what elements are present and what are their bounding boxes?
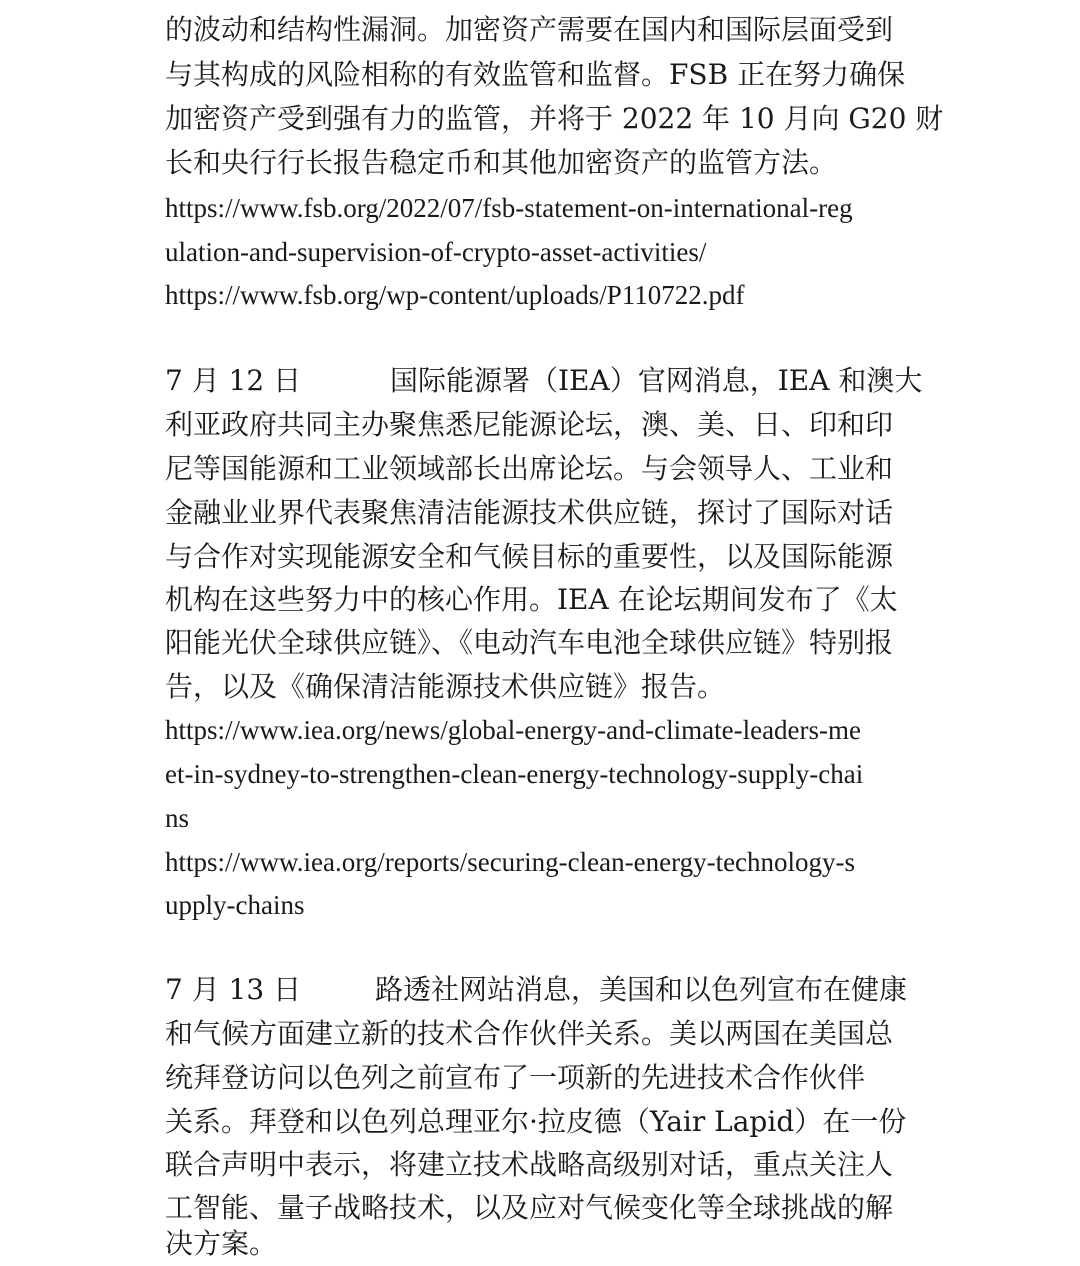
url-link[interactable]: ulation-and-supervision-of-crypto-asset-activities/ xyxy=(165,237,707,267)
paragraph-line: 的波动和结构性漏洞。加密资产需要在国内和国际层面受到 xyxy=(165,13,894,46)
paragraph-line: 长和央行行长报告稳定币和其他加密资产的监管方法。 xyxy=(165,146,838,179)
url-link[interactable]: https://www.fsb.org/wp-content/uploads/P110722.pdf xyxy=(165,280,745,310)
entry-first-line xyxy=(165,968,907,1012)
entry-first-line xyxy=(165,359,922,403)
url-link[interactable]: et-in-sydney-to-strengthen-clean-energy-technology-supply-chai xyxy=(165,759,864,789)
paragraph-line: 金融业业界代表聚焦清洁能源技术供应链，探讨了国际对话 xyxy=(165,496,894,529)
entry-date: 7 月 12 日 xyxy=(165,364,302,397)
url-link[interactable]: https://www.fsb.org/2022/07/fsb-statement-on-international-reg xyxy=(165,193,853,223)
paragraph-line: 尼等国能源和工业领域部长出席论坛。与会领导人、工业和 xyxy=(165,452,894,485)
paragraph-line: 机构在这些努力中的核心作用。IEA 在论坛期间发布了《太 xyxy=(165,583,898,616)
url-link[interactable]: https://www.iea.org/reports/securing-clean-energy-technology-s xyxy=(165,847,856,877)
paragraph-line: 关系。拜登和以色列总理亚尔·拉皮德（Yair Lapid）在一份 xyxy=(165,1105,907,1138)
url-link[interactable]: upply-chains xyxy=(165,890,305,920)
paragraph-line: 联合声明中表示，将建立技术战略高级别对话，重点关注人 xyxy=(165,1148,894,1181)
paragraph-line: 决方案。 xyxy=(165,1227,278,1260)
entry-text: 国际能源署（IEA）官网消息，IEA 和澳大 xyxy=(390,364,923,397)
entry-date: 7 月 13 日 xyxy=(165,973,302,1006)
entry-text: 路透社网站消息，美国和以色列宣布在健康 xyxy=(375,973,908,1006)
paragraph-line: 告，以及《确保清洁能源技术供应链》报告。 xyxy=(165,670,726,703)
paragraph-line: 加密资产受到强有力的监管，并将于 2022 年 10 月向 G20 财 xyxy=(165,102,944,135)
url-link[interactable]: https://www.iea.org/news/global-energy-and-climate-leaders-me xyxy=(165,715,862,745)
paragraph-line: 统拜登访问以色列之前宣布了一项新的先进技术合作伙伴 xyxy=(165,1061,866,1094)
paragraph-line: 和气候方面建立新的技术合作伙伴关系。美以两国在美国总 xyxy=(165,1017,894,1050)
paragraph-line: 与其构成的风险相称的有效监管和监督。FSB 正在努力确保 xyxy=(165,58,906,91)
paragraph-line: 工智能、量子战略技术，以及应对气候变化等全球挑战的解 xyxy=(165,1191,894,1224)
url-link[interactable]: ns xyxy=(165,803,190,833)
paragraph-line: 与合作对实现能源安全和气候目标的重要性，以及国际能源 xyxy=(165,540,894,573)
paragraph-line: 阳能光伏全球供应链》、《电动汽车电池全球供应链》特别报 xyxy=(165,626,894,659)
paragraph-line: 利亚政府共同主办聚焦悉尼能源论坛，澳、美、日、印和印 xyxy=(165,408,894,441)
